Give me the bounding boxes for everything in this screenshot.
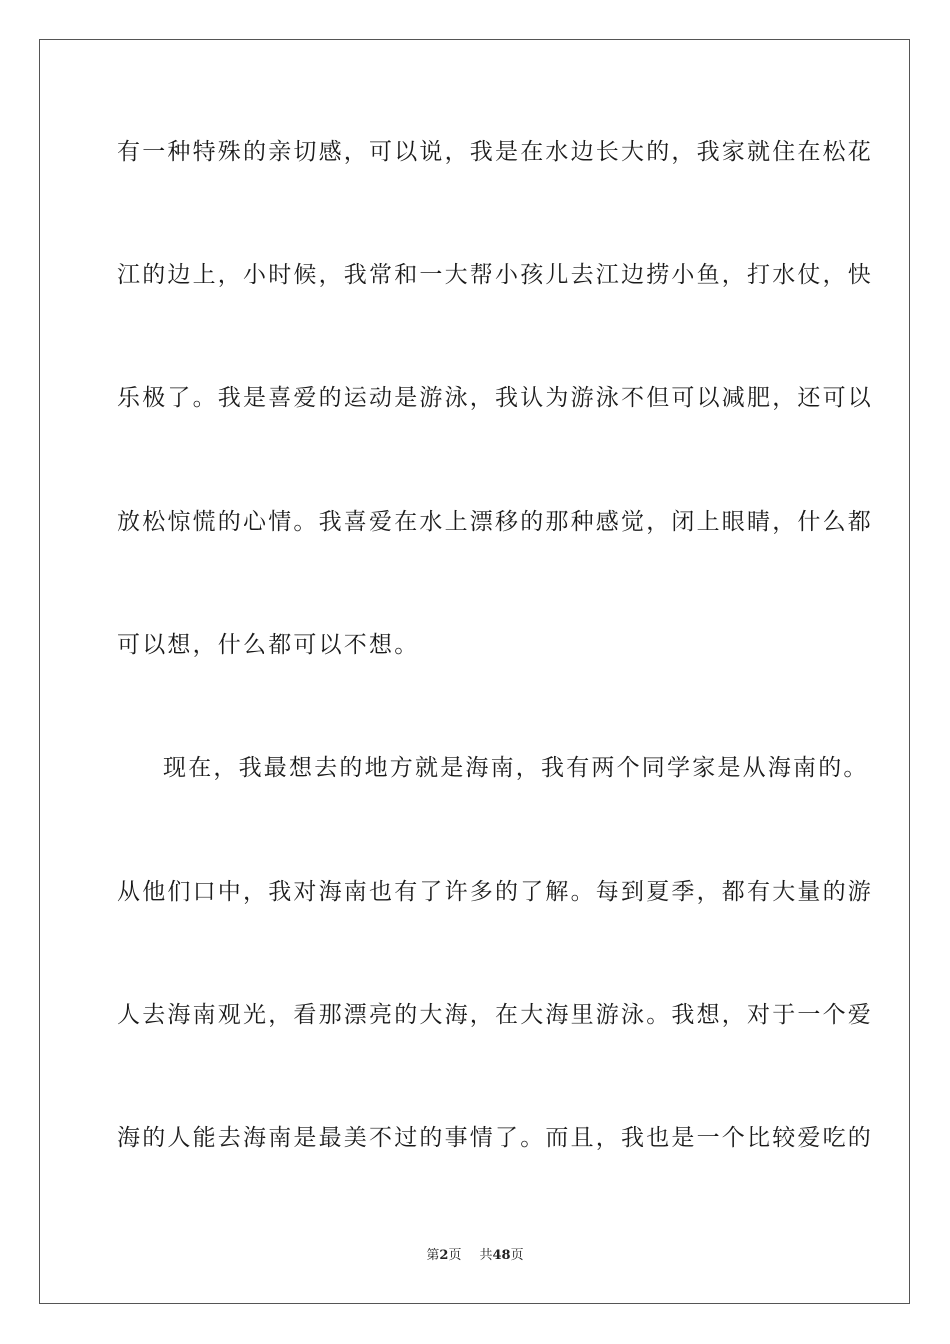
text-line: 乐极了。我是喜爱的运动是游泳，我认为游泳不但可以减肥，还可以 [117, 385, 873, 411]
page-footer [0, 1247, 950, 1265]
text-line: 可以想，什么都可以不想。 [117, 632, 420, 658]
paragraph-first-line: 现在，我最想去的地方就是海南，我有两个同学家是从海南的。 [163, 755, 869, 781]
total-pages-indicator: 共48页 [479, 1248, 524, 1263]
text-line: 海的人能去海南是最美不过的事情了。而且，我也是一个比较爱吃的 [117, 1125, 873, 1151]
text-line: 从他们口中，我对海南也有了许多的了解。每到夏季，都有大量的游 [117, 879, 873, 905]
page-border [39, 39, 910, 1304]
text-line: 人去海南观光，看那漂亮的大海，在大海里游泳。我想，对于一个爱 [117, 1002, 873, 1028]
text-line: 有一种特殊的亲切感，可以说，我是在水边长大的，我家就住在松花 [117, 139, 873, 165]
text-line: 放松惊慌的心情。我喜爱在水上漂移的那种感觉，闭上眼睛，什么都 [117, 509, 873, 535]
text-line: 江的边上，小时候，我常和一大帮小孩儿去江边捞小鱼，打水仗，快 [117, 262, 873, 288]
page-indicator: 第2页 [426, 1248, 462, 1263]
